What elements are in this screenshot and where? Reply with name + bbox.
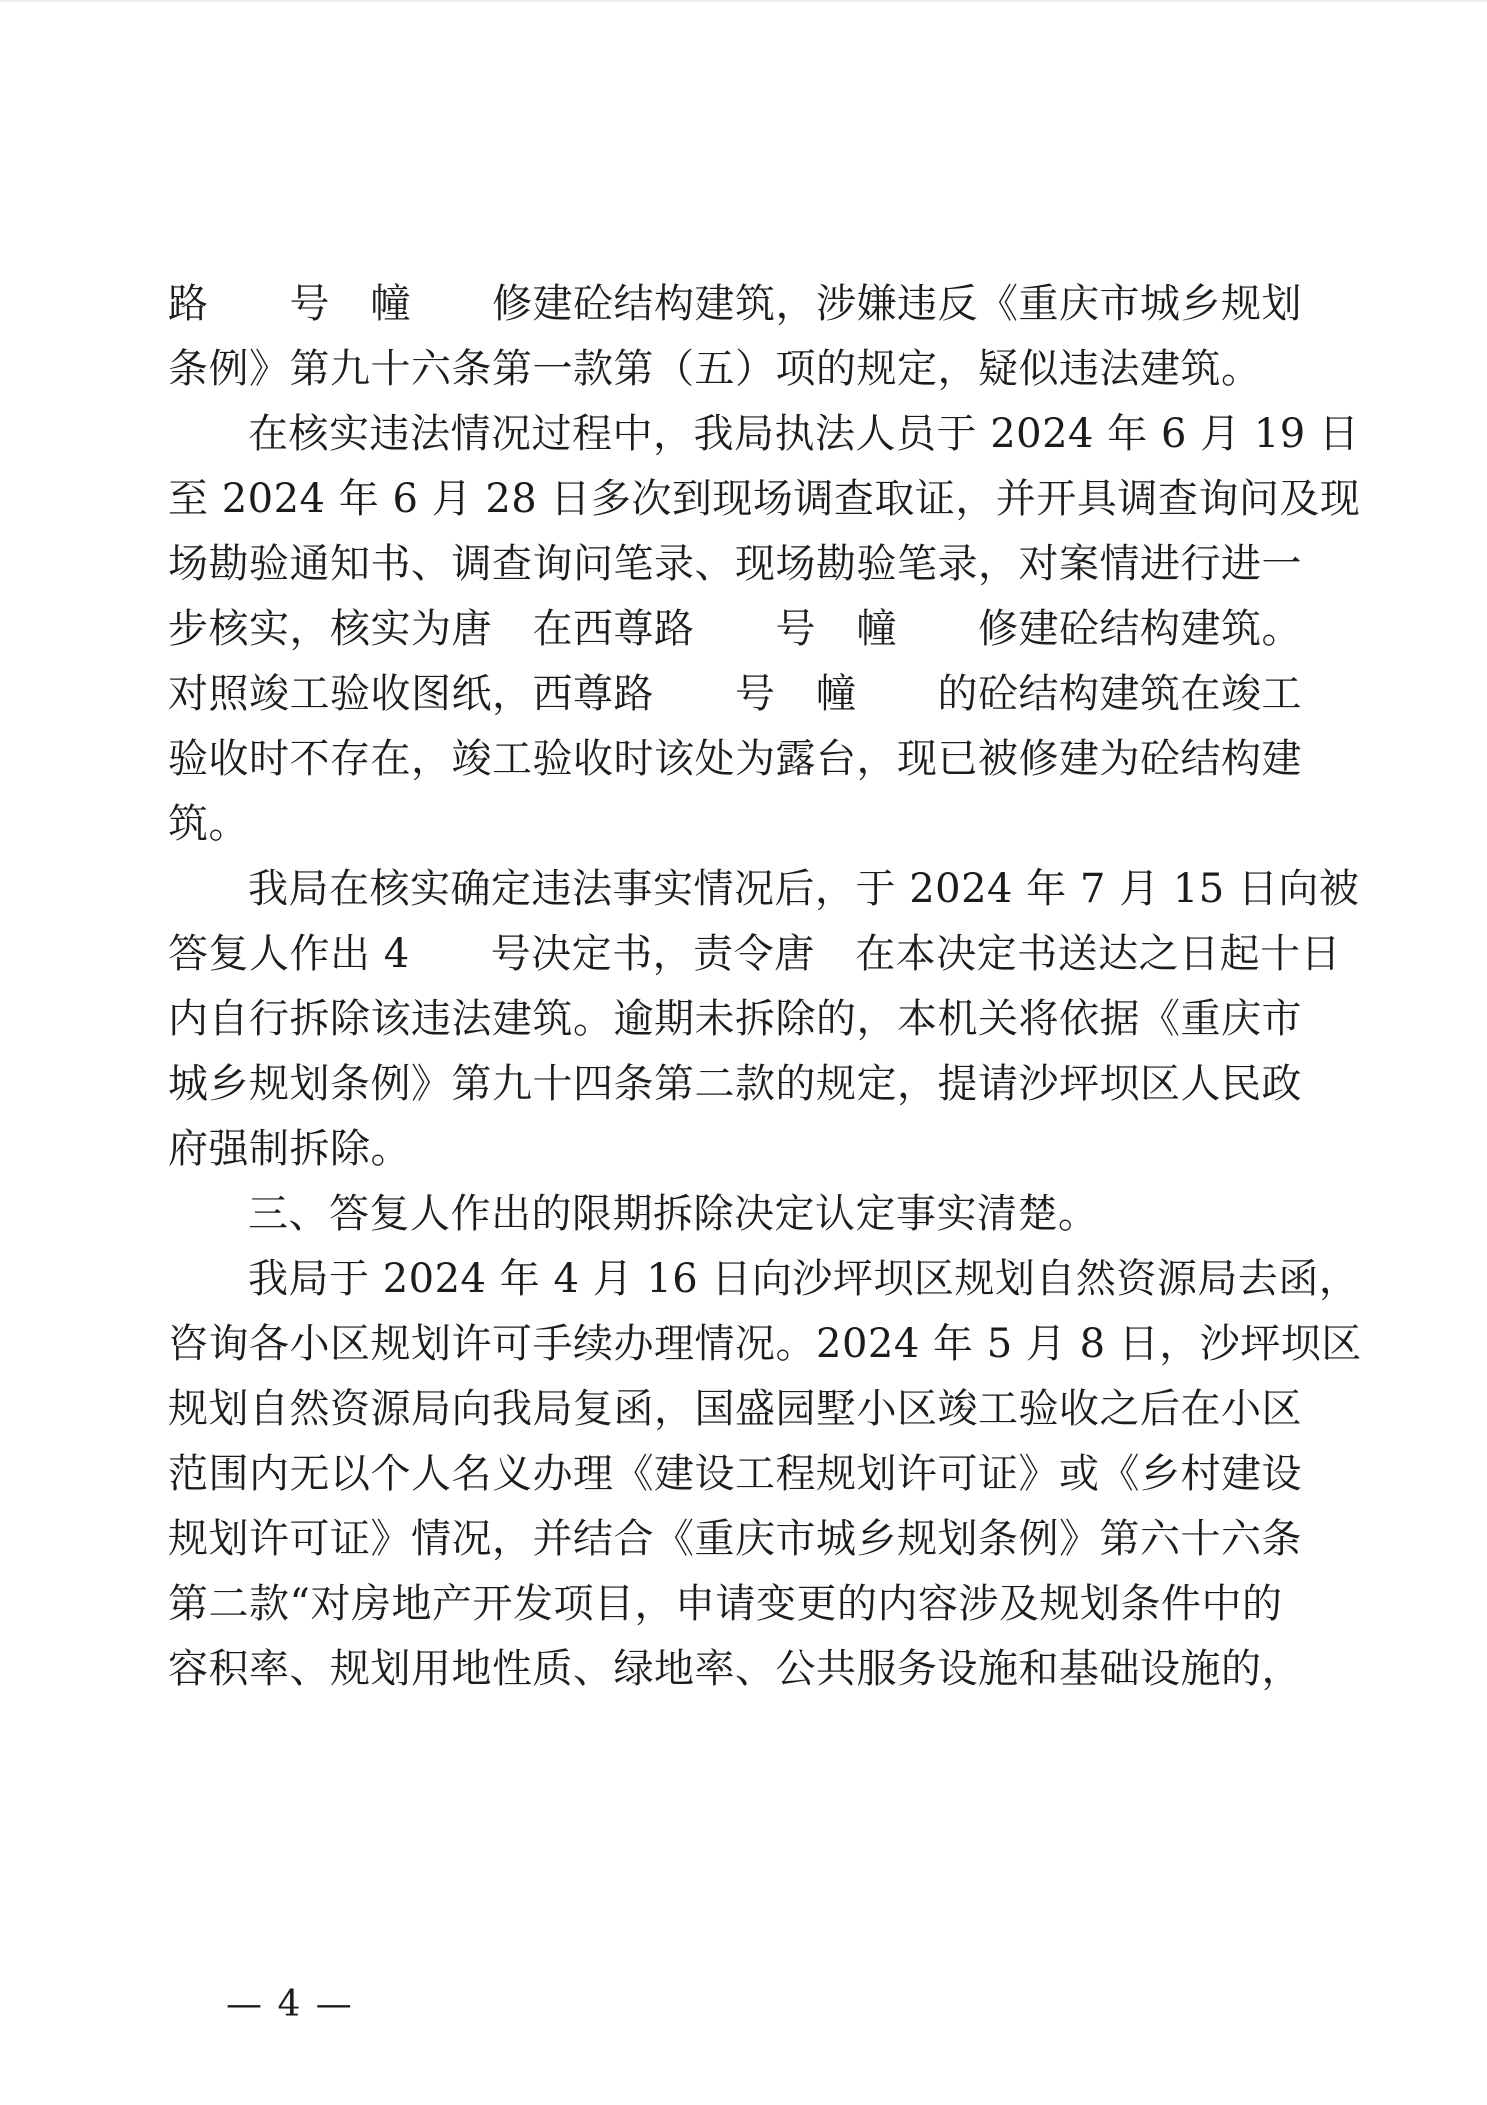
- text-line: 规划自然资源局向我局复函，国盛园墅小区竣工验收之后在小区: [168, 1386, 1302, 1432]
- text-line: 答复人作出 4 号决定书，责令唐 在本决定书送达之日起十日: [168, 931, 1342, 977]
- text-line: 范围内无以个人名义办理《建设工程规划许可证》或《乡村建设: [168, 1451, 1302, 1497]
- text-line: 内自行拆除该违法建筑。逾期未拆除的，本机关将依据《重庆市: [168, 996, 1302, 1042]
- text-line: 筑。: [168, 801, 249, 847]
- text-line: 验收时不存在，竣工验收时该处为露台，现已被修建为砼结构建: [168, 736, 1302, 782]
- text-line: 城乡规划条例》第九十四条第二款的规定，提请沙坪坝区人民政: [168, 1061, 1302, 1107]
- section-heading: 三、答复人作出的限期拆除决定认定事实清楚。: [248, 1191, 1099, 1237]
- paragraph-start-line: 我局于 2024 年 4 月 16 日向沙坪坝区规划自然资源局去函，: [248, 1256, 1360, 1302]
- text-line: 规划许可证》情况，并结合《重庆市城乡规划条例》第六十六条: [168, 1516, 1302, 1562]
- text-line: 容积率、规划用地性质、绿地率、公共服务设施和基础设施的，: [168, 1646, 1302, 1692]
- text-line: 对照竣工验收图纸，西尊路 号 幢 的砼结构建筑在竣工: [168, 671, 1302, 717]
- text-line: 咨询各小区规划许可手续办理情况。2024 年 5 月 8 日，沙坪坝区: [168, 1321, 1362, 1367]
- paragraph-start-line: 在核实违法情况过程中，我局执法人员于 2024 年 6 月 19 日: [248, 411, 1360, 457]
- text-line: 第二款“对房地产开发项目，申请变更的内容涉及规划条件中的: [168, 1581, 1283, 1627]
- text-line: 至 2024 年 6 月 28 日多次到现场调查取证，并开具调查询问及现: [168, 476, 1361, 522]
- text-line: 府强制拆除。: [168, 1126, 411, 1172]
- text-line: 步核实，核实为唐 在西尊路 号 幢 修建砼结构建筑。: [168, 606, 1302, 652]
- page-number: — 4 —: [226, 1984, 354, 2025]
- text-line: 场勘验通知书、调查询问笔录、现场勘验笔录，对案情进行进一: [168, 541, 1302, 587]
- body-text: [168, 272, 1362, 1702]
- text-line: 条例》第九十六条第一款第（五）项的规定，疑似违法建筑。: [168, 346, 1262, 392]
- paragraph-start-line: 我局在核实确定违法事实情况后，于 2024 年 7 月 15 日向被: [248, 866, 1360, 912]
- text-line: 路 号 幢 修建砼结构建筑，涉嫌违反《重庆市城乡规划: [168, 281, 1302, 327]
- scan-edge: [0, 0, 1487, 3]
